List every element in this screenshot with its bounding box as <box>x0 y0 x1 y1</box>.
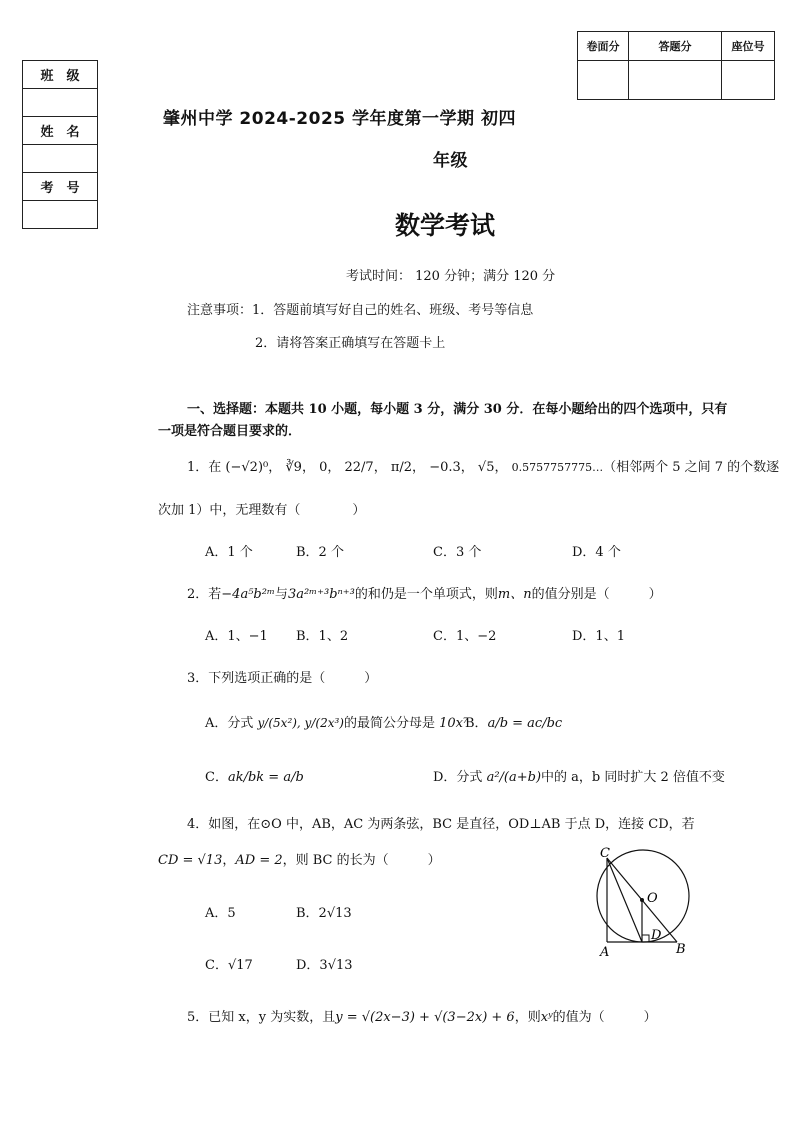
q1-prefix: 1．在 <box>187 460 222 475</box>
q4-stem-line2: CD = √13，AD = 2，则 BC 的长为（ ） <box>158 853 441 868</box>
student-info-box <box>22 60 98 229</box>
q3-option-d[interactable] <box>433 766 725 785</box>
exam-title-line2: 年级 <box>433 151 468 171</box>
score-header-answer: 答题分 <box>629 32 722 61</box>
q1-suffix: （相邻两个 5 之间 7 的个数逐 <box>603 460 780 475</box>
section1-heading-line2: 一项是符合题目要求的． <box>158 424 302 439</box>
name-field[interactable] <box>23 145 98 173</box>
section1-heading-line1: 一、选择题：本题共 10 小题，每小题 3 分，满分 30 分．在每小题给出的四个选项中，只有 <box>187 402 728 417</box>
q1-option-d[interactable]: D．4 个 <box>572 545 621 560</box>
q1-option-a[interactable]: A．1 个 <box>205 545 253 560</box>
score-table <box>577 31 775 100</box>
center-point <box>640 898 644 902</box>
q4-ask: ，则 BC 的长为（ ） <box>282 853 441 868</box>
note-1: 1．答题前填写好自己的姓名、班级、考号等信息 <box>252 303 534 318</box>
id-label: 考 号 <box>23 173 98 201</box>
label-c: C <box>600 846 610 861</box>
segment-cd <box>607 858 642 942</box>
q3-optc-label: C． <box>205 770 228 785</box>
exam-info: 考试时间： 120 分钟；满分 120 分 <box>346 269 556 284</box>
q2-expr2: 3a²ᵐ⁺³bⁿ⁺³ <box>287 587 355 602</box>
score-cell-seat[interactable] <box>722 61 775 100</box>
label-o: O <box>647 891 658 906</box>
q4-circle-figure <box>590 845 700 960</box>
q3-opta-expr: y/(5x²), y/(2x³) <box>257 716 344 730</box>
score-header-paper: 卷面分 <box>578 32 629 61</box>
notes-label: 注意事项： <box>187 303 253 318</box>
q2-expr1: −4a⁵b²ᵐ <box>221 587 275 602</box>
q1-expr-5: −0.3 <box>429 460 461 475</box>
exam-title-line1: 肇州中学 2024-2025 学年度第一学期 初四 <box>163 109 516 129</box>
q4-cond1: CD = √13 <box>158 853 223 868</box>
q3-optd-suffix: 中的 a，b 同时扩大 2 倍值不变 <box>541 770 725 785</box>
class-field[interactable] <box>23 89 98 117</box>
q1-stem-line2: 次加 1）中，无理数有（ ） <box>158 503 366 518</box>
q4-option-b[interactable]: B．2√13 <box>296 906 352 921</box>
q5-power: xʸ <box>540 1010 553 1025</box>
right-angle-mark <box>642 935 649 942</box>
q2-end: 的值分别是（ ） <box>531 587 662 602</box>
q4-option-a[interactable]: A．5 <box>205 906 236 921</box>
q2-vars: m、n <box>497 587 532 602</box>
circle-o <box>597 850 689 942</box>
q2-suffix: 的和仍是一个单项式，则 <box>354 587 498 602</box>
score-header-seat: 座位号 <box>722 32 775 61</box>
q2-option-b[interactable]: B．1、2 <box>296 629 349 644</box>
q3-optd-expr: a²/(a+b) <box>486 770 542 785</box>
q1-expr-1: ∛9 <box>285 460 302 475</box>
q3-option-c[interactable] <box>205 766 304 785</box>
q2-option-a[interactable]: A．1、−1 <box>205 629 268 644</box>
score-cell-answer[interactable] <box>629 61 722 100</box>
q3-stem: 3．下列选项正确的是（ ） <box>187 671 378 686</box>
q2-stem <box>187 583 662 602</box>
q3-option-b[interactable] <box>465 712 562 731</box>
label-a: A <box>600 945 610 960</box>
q3-option-a[interactable] <box>205 712 468 731</box>
label-b: B <box>676 942 686 957</box>
q2-prefix: 2．若 <box>187 587 222 602</box>
q1-expr-3: 22/7 <box>344 460 374 475</box>
label-d: D <box>651 928 662 943</box>
q2-mid: 与 <box>274 587 288 602</box>
q3-optd-prefix: D．分式 <box>433 770 483 785</box>
q3-optb-expr: a/b = ac/bc <box>487 716 563 731</box>
note-2: 2．请将答案正确填写在答题卡上 <box>255 336 446 351</box>
q4-option-c[interactable]: C．√17 <box>205 958 253 973</box>
q2-option-c[interactable]: C．1、−2 <box>433 629 497 644</box>
q5-end: 的值为（ ） <box>552 1010 657 1025</box>
q4-stem-line1: 4．如图，在⊙O 中，AB，AC 为两条弦，BC 是直径，OD⊥AB 于点 D，连接 CD，若 <box>187 817 695 832</box>
q1-expr-0: (−√2)⁰ <box>225 460 269 475</box>
subject-title: 数学考试 <box>395 211 496 240</box>
q3-optb-label: B． <box>465 716 488 731</box>
q1-expr-2: 0 <box>319 460 328 475</box>
notes-line1 <box>187 299 533 318</box>
q2-option-d[interactable]: D．1、1 <box>572 629 625 644</box>
q5-prefix: 5．已知 x，y 为实数，且 <box>187 1010 336 1025</box>
q1-option-c[interactable]: C．3 个 <box>433 545 482 560</box>
class-label: 班 级 <box>23 61 98 89</box>
q3-opta-prefix: A．分式 <box>205 716 254 731</box>
q4-cond2: AD = 2 <box>235 853 283 868</box>
q5-expr: y = √(2x−3) + √(3−2x) + 6 <box>335 1010 515 1025</box>
q3-optc-expr: ak/bk = a/b <box>227 770 304 785</box>
q4-option-d[interactable]: D．3√13 <box>296 958 353 973</box>
q3-opta-answer: 10x⁷ <box>439 716 469 731</box>
q1-expr-4: π/2 <box>390 460 413 475</box>
q3-opta-suffix: 的最简公分母是 <box>343 716 435 731</box>
id-field[interactable] <box>23 201 98 229</box>
score-cell-paper[interactable] <box>578 61 629 100</box>
q5-suffix: ，则 <box>514 1010 541 1025</box>
q1-expr-7: 0.5757757775… <box>511 461 604 474</box>
q1-expr-6: √5 <box>477 460 495 475</box>
q1-stem-line1: 1．在 (−√2)⁰， ∛9， 0， 22/7， π/2， −0.3， √5， 0.5757757775…（相邻两个 5 之间 7 的个数逐 <box>187 460 780 475</box>
name-label: 姓 名 <box>23 117 98 145</box>
q5-stem <box>187 1006 657 1025</box>
q1-option-b[interactable]: B．2 个 <box>296 545 344 560</box>
